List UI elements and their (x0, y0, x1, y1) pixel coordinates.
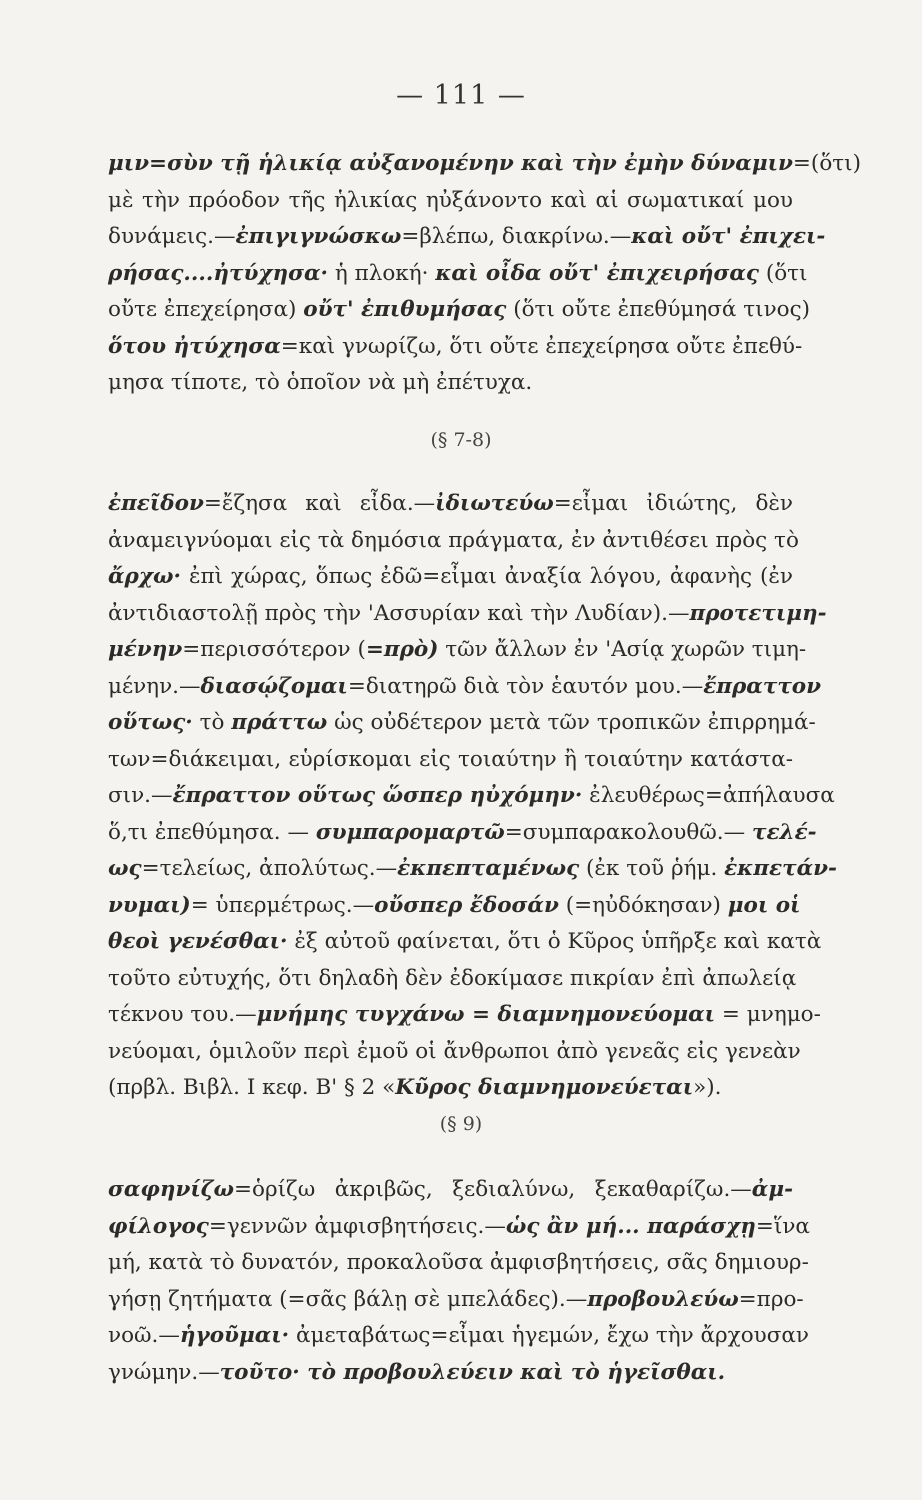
text-line (108, 486, 793, 523)
text-line (108, 778, 835, 815)
headword: ἐκπετάν- (724, 856, 837, 881)
headword: μένην (108, 637, 183, 662)
text-line (108, 596, 827, 633)
section-heading-7-8: (§ 7-8) (430, 429, 492, 451)
gloss-text: = μνημο- (715, 1002, 821, 1027)
gloss-text: γήσῃ ζητήματα (=σᾶς βάλῃ σὲ μπελάδες).— (108, 1286, 588, 1312)
headword: =πρὸ) (365, 637, 439, 662)
gloss-text: ἀντιδιαστολῇ πρὸς τὴν 'Ασσυρίαν καὶ τὴν Λυδίαν).— (108, 600, 690, 626)
headword: ἐπιγιγνώσκω (235, 224, 402, 249)
text-line (108, 742, 793, 779)
text-line (108, 256, 808, 293)
gloss-text: μησα τίποτε, τὸ ὁποῖον νὰ μὴ ἐπέτυχα. (108, 370, 533, 395)
text-line (108, 669, 822, 706)
headword: μοι οἱ (727, 892, 801, 918)
gloss-text: τέκνου του.— (108, 1002, 257, 1027)
headword: θεοὶ γενέσθαι· (108, 929, 288, 954)
headword: καὶ οὔτ' ἐπιχει- (631, 224, 826, 249)
gloss-text: ἀναμειγνύομαι εἰς τὰ δημόσια πράγματα, ἐν ἀντιθέσει πρὸς τὸ (108, 527, 799, 553)
headword: ἔπραττον οὕτως ὥσπερ ηὐχόμην· (172, 783, 583, 808)
headword: φίλογος (108, 1213, 209, 1239)
headword: ὡς ἂν μή... παράσχῃ (505, 1213, 756, 1239)
gloss-text: =(ὅτι) (792, 151, 861, 176)
gloss-text: ὡς οὐδέτερον μετὰ τῶν τροπικῶν ἐπιρρημά- (327, 710, 816, 735)
text-line (108, 1070, 793, 1107)
text-line (108, 961, 797, 998)
gloss-text: (ἐκ τοῦ ῥήμ. (579, 856, 725, 881)
headword: πράττω (231, 710, 328, 735)
text-line (108, 1355, 793, 1392)
gloss-text: δυνάμεις.— (108, 224, 236, 249)
text-line (108, 632, 807, 669)
glossary-block-1 (108, 146, 861, 402)
gloss-text: μή, κατὰ τὸ δυνατόν, προκαλοῦσα ἀμφισβητήσεις, σᾶς δημιουρ- (108, 1250, 809, 1275)
text-line (108, 1245, 809, 1282)
headword: σαφηνίζω (108, 1177, 235, 1202)
text-line (108, 924, 822, 961)
headword: ἔπραττον (703, 673, 822, 699)
gloss-text: ἐλευθέρως=ἀπήλαυσα (582, 783, 835, 808)
headword: οὔσπερ ἔδοσάν (374, 892, 559, 918)
gloss-text: ὅ,τι ἐπεθύμησα. — (108, 819, 316, 845)
gloss-text: ἐξ αὐτοῦ φαίνεται, ὅτι ὁ Κῦρος ὑπῆρξε καὶ κατὰ (287, 929, 822, 954)
gloss-text: των=διάκειμαι, εὑρίσκομαι εἰς τοιαύτην ἢ τοιαύτην κατάστα- (108, 746, 793, 772)
headword: οὔτ' ἐπιθυμήσας (303, 297, 507, 322)
headword: προτετιμη- (689, 600, 827, 626)
headword: ἰδιωτεύω (435, 491, 554, 516)
gloss-text: =προ- (738, 1286, 804, 1312)
headword: ὅτου ἠτύχησα (108, 333, 281, 359)
gloss-text: =περισσότερον ( (182, 637, 366, 662)
gloss-text: νοῶ.— (108, 1323, 180, 1348)
text-line (108, 183, 793, 220)
text-line (108, 559, 793, 596)
headword: τελέ- (751, 819, 817, 845)
text-line (108, 365, 793, 402)
text-line (108, 851, 837, 888)
headword: διασῴζομαι (200, 673, 348, 699)
gloss-text: =τελείως, ἀπολύτως.— (141, 856, 398, 881)
gloss-text: σιν.— (108, 783, 173, 808)
gloss-text: =διατηρῶ διὰ τὸν ἑαυτόν μου.— (347, 673, 704, 699)
gloss-text: = ὑπερμέτρως.— (190, 892, 375, 918)
gloss-text: =καὶ γνωρίζω, ὅτι οὔτε ἐπεχείρησα οὔτε ἐπεθύ- (280, 333, 803, 359)
text-line (108, 1172, 793, 1209)
gloss-text: μένην.— (108, 673, 201, 699)
gloss-text: »). (693, 1075, 722, 1100)
gloss-text: οὔτε ἐπεχείρησα) (108, 297, 304, 322)
section-heading-9: (§ 9) (439, 1113, 483, 1135)
page-number: — 111 — (396, 80, 526, 111)
gloss-text: (πρβλ. Βιβλ. Ι κεφ. Β' § 2 « (108, 1075, 396, 1100)
gloss-text: νεύομαι, ὁμιλοῦν περὶ ἐμοῦ οἱ ἄνθρωποι ἀπὸ γενεᾶς εἰς γενεὰν (108, 1038, 801, 1064)
headword: προβουλεύω (587, 1286, 739, 1312)
text-line (108, 1282, 804, 1319)
text-line (108, 1209, 810, 1246)
gloss-text: τὸ (192, 710, 232, 735)
text-line (108, 1034, 801, 1071)
headword: τοῦτο· τὸ προβουλεύειν καὶ τὸ ἡγεῖσθαι. (219, 1359, 726, 1385)
headword: μιν=σὺν τῇ ἡλικίᾳ αὐξανομένην καὶ τὴν ἐμὴν δύναμιν (108, 151, 793, 176)
headword: ἐπεῖδον (108, 491, 204, 516)
gloss-text: (=ηὐδόκησαν) (558, 892, 728, 918)
headword: ρήσας....ἠτύχησα· (108, 260, 329, 286)
headword: ἡγοῦμαι· (179, 1323, 290, 1348)
headword: ἐκπεπταμένως (397, 856, 580, 881)
gloss-text: =βλέπω, διακρίνω.— (401, 224, 632, 249)
gloss-text: (ὅτι (758, 260, 808, 286)
text-line (108, 219, 826, 256)
gloss-text: =γεννῶν ἀμφισβητήσεις.— (208, 1213, 506, 1239)
gloss-text: τῶν ἄλλων ἐν 'Ασίᾳ χωρῶν τιμη- (438, 637, 807, 662)
headword: ἄρχω· (108, 564, 181, 589)
gloss-text: ἀμεταβάτως=εἶμαι ἡγεμών, ἔχω τὴν ἄρχουσαν (289, 1323, 809, 1348)
headword: καὶ οἶδα οὔτ' ἐπιχειρήσας (435, 260, 759, 286)
gloss-text: ἐπὶ χώρας, ὅπως ἐδῶ=εἶμαι ἀναξία λόγου, ἀφανὴς (ἐν (180, 564, 793, 589)
gloss-text: =ἵνα (755, 1213, 810, 1239)
headword: οὕτως· (108, 710, 193, 735)
text-line (108, 1318, 809, 1355)
text-line (108, 523, 799, 560)
gloss-text: =εἶμαι ἰδιώτης, δὲν (553, 491, 794, 516)
text-line (108, 888, 801, 925)
text-line (108, 146, 861, 183)
gloss-text: ἡ πλοκή· (328, 260, 436, 286)
headword: ως (108, 856, 142, 881)
text-line (108, 292, 811, 329)
gloss-text: τοῦτο εὐτυχής, ὅτι δηλαδὴ δὲν ἐδοκίμασε πικρίαν ἐπὶ ἀπωλείᾳ (108, 965, 797, 991)
gloss-text: =συμπαρακολουθῶ.— (504, 819, 752, 845)
gloss-text: =ὁρίζω ἀκριβῶς, ξεδιαλύνω, ξεκαθαρίζω.— (234, 1177, 752, 1202)
gloss-text: μὲ τὴν πρόοδον τῆς ἡλικίας ηὐξάνοντο καὶ αἱ σωματικαί μου (108, 187, 793, 213)
headword: νυμαι) (108, 892, 191, 918)
text-line (108, 815, 817, 852)
text-line (108, 329, 803, 366)
glossary-block-2 (108, 486, 837, 1107)
headword: συμπαρομαρτῶ (315, 819, 505, 845)
headword: Κῦρος διαμνημονεύεται (395, 1075, 694, 1100)
headword: ἀμ- (751, 1177, 793, 1202)
gloss-text: γνώμην.— (108, 1359, 220, 1385)
gloss-text: =ἔζησα καὶ εἶδα.— (203, 491, 436, 516)
glossary-block-3 (108, 1172, 810, 1391)
text-line (108, 705, 816, 742)
text-line (108, 997, 821, 1034)
gloss-text: (ὅτι οὔτε ἐπεθύμησά τινος) (506, 297, 811, 322)
headword: μνήμης τυγχάνω = διαμνημονεύομαι (256, 1002, 716, 1027)
